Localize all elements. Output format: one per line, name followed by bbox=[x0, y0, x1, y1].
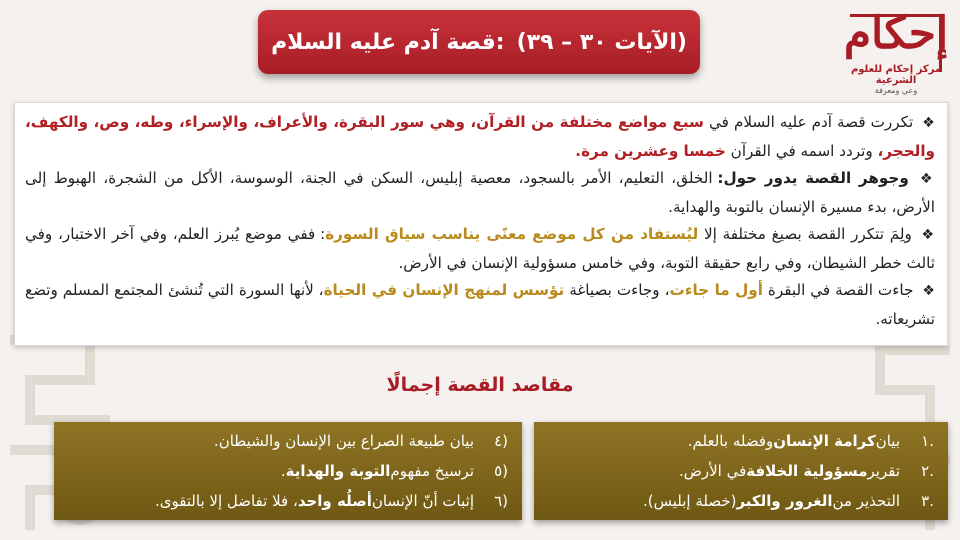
paragraph-1 bbox=[25, 109, 935, 165]
p4-highlight: أول ما جاءت bbox=[669, 281, 763, 299]
title-topic: :قصة آدم عليه السلام bbox=[271, 29, 505, 55]
diamond-bullet-icon: ❖ bbox=[922, 115, 935, 131]
p1-highlight: سبع مواضع مختلفة من القرآن، وهي سور البقرة، والأعراف، والإسراء، وطه، وص، والكهف، والحجر، bbox=[25, 113, 935, 160]
objective-number: (٦ bbox=[494, 492, 508, 510]
objective-number: .٢ bbox=[921, 462, 934, 480]
objectives-box-left bbox=[54, 422, 522, 520]
diamond-bullet-icon: ❖ bbox=[921, 227, 936, 243]
objective-bold: كرامة الإنسان bbox=[773, 432, 876, 450]
objective-text: بيان bbox=[875, 432, 900, 450]
p3-text: ولِمَ تتكرر القصة بصيغ مختلفة إلا bbox=[698, 225, 912, 243]
objective-item bbox=[64, 426, 508, 456]
objective-text-end: ، فلا تفاضل إلا بالتقوى. bbox=[154, 492, 298, 510]
p4-highlight2: تؤسس لمنهج الإنسان في الحياة bbox=[323, 281, 565, 299]
objective-item bbox=[64, 456, 508, 486]
objectives-heading: مقاصد القصة إجمالًا bbox=[386, 374, 574, 396]
objective-item bbox=[544, 456, 934, 486]
p2-lead: وجوهر القصة يدور حول: bbox=[717, 169, 909, 187]
objective-text-end: . bbox=[280, 462, 286, 480]
objective-bold: الغرور والكبر bbox=[736, 492, 833, 510]
objective-item bbox=[544, 486, 934, 516]
p4-text3: ، لأنها السورة التي تُنشئ المجتمع المسلم وتضع تشريعاته. bbox=[25, 281, 935, 328]
diamond-bullet-icon: ❖ bbox=[922, 283, 935, 299]
objective-text: ترسيخ مفهوم bbox=[390, 462, 474, 480]
logo bbox=[838, 8, 954, 108]
p1-highlight2: خمسا وعشرين مرة bbox=[581, 141, 726, 160]
p1-text2: وتردد اسمه في القرآن bbox=[725, 141, 878, 160]
objective-text-end: (خصلة إبليس). bbox=[642, 492, 737, 510]
p4-text: جاءت القصة في البقرة bbox=[762, 281, 914, 299]
objective-number: .٣ bbox=[921, 492, 934, 510]
objective-bold: مسؤولية الخلافة bbox=[746, 462, 868, 480]
paragraph-4 bbox=[25, 277, 935, 333]
paragraph-3 bbox=[25, 221, 935, 277]
objective-item bbox=[544, 426, 934, 456]
objective-number: .١ bbox=[921, 432, 934, 450]
objective-text-end: وفضله بالعلم. bbox=[687, 432, 774, 450]
p1-end: . bbox=[575, 141, 582, 160]
objective-text: تقرير bbox=[867, 462, 900, 480]
paragraph-2 bbox=[25, 165, 935, 221]
logo-line2: وعي ومعرفة bbox=[874, 86, 918, 95]
logo-frame bbox=[850, 14, 942, 72]
p3-text2: : ففي موضع يُبرز العلم، وفي آخر الاختبار، وفي ثالث خطر الشيطان، وفي رابع حقيقة التوبة، وفي خامس مسؤولية الإنسان في الأرض. bbox=[25, 225, 935, 272]
p2-text: الخلق، التعليم، الأمر بالسجود، معصية إبليس، السكن في الجنة، الوسوسة، الأكل من الشجرة، الهبوط إلى الأرض، بدء مسيرة الإنسان بالتوبة والهداية. bbox=[25, 169, 935, 216]
p3-highlight: ليُستفاد من كل موضع معنًى يناسب سياق السورة bbox=[325, 225, 699, 243]
logo-line1: مركز إحكام للعلوم الشرعية bbox=[850, 64, 942, 86]
title-banner bbox=[258, 10, 700, 74]
p4-text2: ، وجاءت بصياغة bbox=[564, 281, 670, 299]
objective-bold: أصلُه واحد bbox=[297, 492, 372, 510]
objective-number: (٥ bbox=[494, 462, 508, 480]
objective-text-end: في الأرض. bbox=[678, 462, 747, 480]
objective-text: التحذير من bbox=[832, 492, 900, 510]
objective-text: بيان طبيعة الصراع بين الإنسان والشيطان. bbox=[213, 432, 474, 450]
diamond-bullet-icon: ❖ bbox=[920, 171, 935, 187]
logo-mark: إحكام bbox=[843, 8, 949, 59]
objective-item bbox=[64, 486, 508, 516]
objectives-box-right bbox=[534, 422, 948, 520]
objective-bold: التوبة والهداية bbox=[285, 462, 391, 480]
p1-text: تكررت قصة آدم عليه السلام في bbox=[704, 113, 914, 131]
objective-number: (٤ bbox=[494, 432, 508, 450]
objective-text: إثبات أنّ الإنسان bbox=[371, 492, 474, 510]
title-verses: (الآيات ٣٠ – ٣٩) bbox=[516, 29, 687, 55]
main-content-box bbox=[14, 102, 948, 346]
